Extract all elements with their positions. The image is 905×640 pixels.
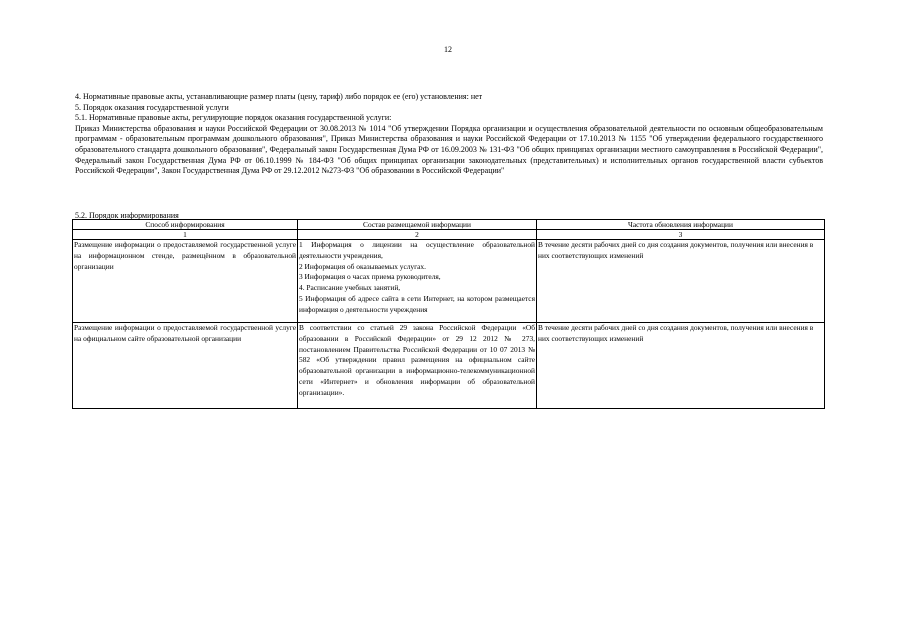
table-number-row [73,230,825,240]
body-text [75,92,823,177]
content-line: 3 Информация о часах приема руководителя, [299,272,441,282]
cell-method: Размещение информации о предоставляемой государственной услуге на информационном стенде, размещённом в образовательной организации [73,240,298,323]
column-number: 1 [73,230,298,240]
content-line: 5 Информация об адресе сайта в сети Интернет, на котором размещается информация о деятельности учреждения [299,293,535,314]
table-row [73,323,825,409]
cell-frequency: В течение десяти рабочих дней со дня создания документов, получения или внесения в них соответствующих изменений [537,240,825,323]
cell-content [298,323,537,409]
information-table [72,219,825,409]
column-number: 2 [298,230,537,240]
cell-frequency: В течение десяти рабочих дней со дня создания документов, получения или внесения в них соответствующих изменений [537,323,825,409]
cell-content [298,240,537,323]
content-line: 1 Информация о лицензии на осуществление образовательной деятельности учреждения, [299,240,535,260]
cell-method: Размещение информации о предоставляемой государственной услуге на официальном сайте образовательной организации [73,323,298,409]
column-number: 3 [537,230,825,240]
page-number: 12 [444,45,452,54]
content-line: 4. Расписание учебных занятий, [299,283,401,293]
paragraph-5: 5. Порядок оказания государственной услуги [75,102,229,112]
content-line: 2 Информация об оказываемых услугах. [299,261,426,271]
header-frequency: Частота обновления информации [537,220,825,230]
content-line: В соответствии со статьей 29 закона Российской Федерации «Об образовании в Российской Федерации» от 29 12 2012 № 273, постановлением Правительства Российской Федерации от 10 07 2013 № 582 «Об утверждении правил размещения на официальном сайте образовательной организации в информационно-телекоммуникационной сети «Интернет» и обновления информации об образовательной организации». [299,323,535,397]
table-row [73,240,825,323]
paragraph-5-1-text: Приказ Министерства образования и науки Российской Федерации от 30.08.2013 № 1014 "Об утверждении Порядка организации и осуществления образовательной деятельности по основным общеобразовательным программам - образовательным программам дошкольного образования", Приказ Министерства образования и науки Российской Федерации от 17.10.2013 № 1155 "Об утверждении федерального государственного образовательного стандарта дошкольного образования", Федеральный закон Государственная Дума РФ от 16.09.2003 № 131-ФЗ "Об общих принципах организации местного самоуправления в Российской Федерации", Федеральный закон Государственная Дума РФ от 06.10.1999 № 184-ФЗ "Об общих принципах организации законодательных (представительных) и исполнительных органов государственной власти субъектов Российской Федерации", Закон Государственная Дума РФ от 29.12.2012 №273-ФЗ "Об образовании в Российской Федерации" [75,123,823,176]
header-method: Способ информирования [73,220,298,230]
header-content: Состав размещаемой информации [298,220,537,230]
paragraph-5-1: 5.1. Нормативные правовые акты, регулирующие порядок оказания государственной услуги: [75,113,392,123]
paragraph-4: 4. Нормативные правовые акты, устанавливающие размер платы (цену, тариф) либо порядок ее (его) установления: нет [75,92,483,101]
table-header-row [73,220,825,230]
table-caption: 5.2. Порядок информирования [75,211,179,220]
